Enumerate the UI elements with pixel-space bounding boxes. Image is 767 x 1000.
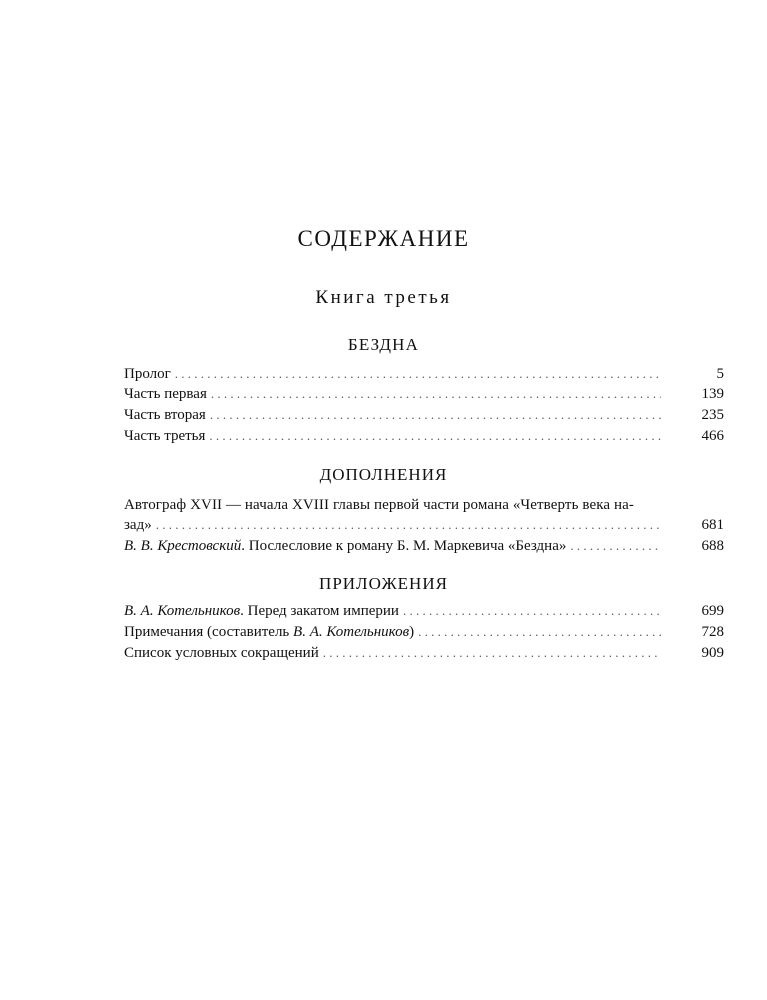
toc-page-number: 466 [701, 428, 724, 444]
toc-entry-krestovsky-afterword[interactable] [124, 536, 665, 556]
toc-entry-autograph-line1[interactable]: Автограф XVII — начала XVIII главы первой части романа «Четверть века на- [124, 497, 634, 513]
dot-leader [210, 405, 661, 425]
toc-page-number: 688 [701, 538, 724, 554]
toc-page-number: 681 [701, 517, 724, 533]
toc-entry-title: Часть первая [124, 386, 207, 402]
dot-leader [211, 384, 661, 404]
dot-leader [323, 643, 661, 663]
toc-entry-title: Список условных сокращений [124, 645, 319, 661]
author-name: В. А. Котельников [293, 624, 410, 640]
toc-page-number: 699 [701, 603, 724, 619]
appendices-heading: ПРИЛОЖЕНИЯ [319, 574, 448, 593]
dot-leader [175, 364, 661, 384]
toc-page-number: 5 [716, 366, 724, 382]
toc-entry-kotelnikov-essay[interactable] [124, 601, 665, 621]
work-title: . Перед закатом империи [240, 603, 399, 619]
page-title: СОДЕРЖАНИЕ [297, 226, 470, 251]
dot-leader [570, 536, 661, 556]
dot-leader [403, 601, 661, 621]
toc-entry-title [124, 601, 399, 621]
toc-entry-title: зад» [124, 517, 152, 533]
toc-entry-title: Часть вторая [124, 407, 206, 423]
dot-leader [418, 622, 661, 642]
toc-entry-part-two[interactable] [124, 405, 665, 425]
dot-leader [209, 426, 661, 446]
book-title: Книга третья [315, 287, 452, 308]
toc-page-number: 235 [701, 407, 724, 423]
toc-entry-part-one[interactable] [124, 384, 665, 404]
novel-title: БЕЗДНА [347, 335, 420, 354]
toc-entry-title: Часть третья [124, 428, 206, 444]
toc-page-number: 909 [701, 645, 724, 661]
additions-heading: ДОПОЛНЕНИЯ [319, 465, 448, 484]
toc-entry-title [124, 622, 414, 642]
toc-page-number: 139 [701, 386, 724, 402]
notes-suffix: ) [409, 624, 415, 640]
author-name: В. А. Котельников [124, 603, 241, 619]
work-title: . Послесловие к роману Б. М. Маркевича «Бездна» [241, 538, 567, 554]
toc-entry-title [124, 536, 566, 556]
toc-entry-abbreviations[interactable] [124, 643, 665, 663]
author-name: В. В. Крестовский [124, 538, 242, 554]
toc-entry-notes[interactable] [124, 622, 665, 642]
dot-leader [156, 515, 661, 535]
toc-entry-prologue[interactable] [124, 364, 665, 384]
toc-entry-autograph[interactable] [124, 515, 665, 535]
toc-entry-title: Пролог [124, 366, 171, 382]
toc-entry-part-three[interactable] [124, 426, 665, 446]
notes-prefix: Примечания (составитель [124, 624, 294, 640]
toc-page-number: 728 [701, 624, 724, 640]
